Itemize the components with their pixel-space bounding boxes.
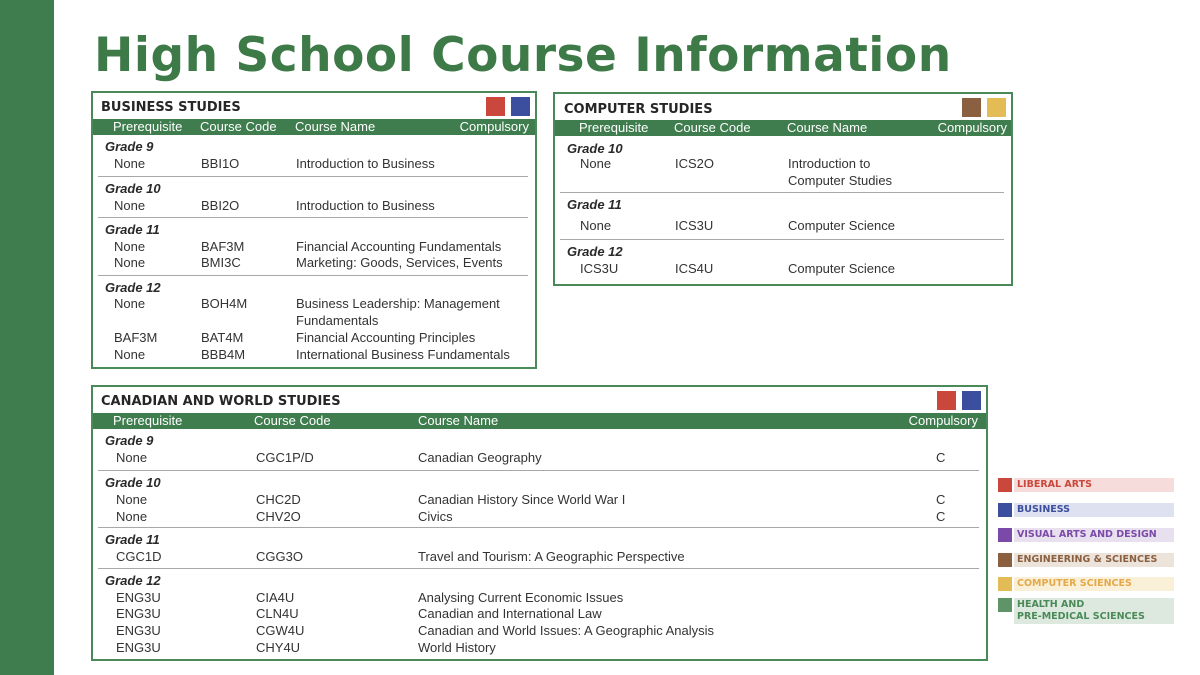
- grade-group: [560, 136, 1004, 193]
- course-code-cell: BAT4M: [201, 330, 244, 345]
- col-course-name: Course Name: [787, 120, 868, 135]
- prerequisite-cell: None: [114, 198, 146, 213]
- legend-swatch: [998, 478, 1012, 492]
- grade-group: [560, 240, 1004, 284]
- legend-swatch: [998, 577, 1012, 591]
- panel-header: [93, 387, 986, 413]
- business-studies-panel: [91, 91, 537, 369]
- prerequisite-cell: None: [114, 296, 146, 311]
- course-code-cell: ICS2O: [675, 156, 715, 171]
- computer-studies-panel: [553, 92, 1013, 286]
- column-header-bar: [555, 120, 1011, 136]
- course-code-cell: CIA4U: [256, 590, 295, 605]
- course-name-cell: Canadian and International Law: [418, 606, 602, 621]
- panel-header: [555, 94, 1011, 120]
- grade-label: Grade 11: [567, 197, 622, 212]
- prerequisite-cell: None: [580, 156, 612, 171]
- legend-label: ENGINEERING & SCIENCES: [1017, 554, 1158, 565]
- prerequisite-cell: None: [114, 347, 146, 362]
- column-header-bar: [93, 413, 986, 429]
- panel-title: CANADIAN AND WORLD STUDIES: [101, 394, 341, 409]
- prerequisite-cell: BAF3M: [114, 330, 158, 345]
- course-name-cell: World History: [418, 640, 496, 655]
- legend-swatch: [998, 528, 1012, 542]
- course-name-cell: International Business Fundamentals: [296, 347, 510, 362]
- grade-group: [98, 471, 979, 528]
- col-compulsory: Compulsory: [937, 120, 1007, 135]
- course-code-cell: ICS4U: [675, 261, 714, 276]
- canadian-world-studies-panel: [91, 385, 988, 661]
- prerequisite-cell: None: [114, 239, 146, 254]
- legend-swatch: [998, 503, 1012, 517]
- course-code-cell: BBI1O: [201, 156, 240, 171]
- course-code-cell: CGG3O: [256, 549, 303, 564]
- course-name-cell: Canadian Geography: [418, 450, 542, 465]
- legend-label: VISUAL ARTS AND DESIGN: [1017, 529, 1157, 540]
- prerequisite-cell: None: [116, 492, 148, 507]
- col-compulsory: Compulsory: [908, 413, 978, 428]
- liberal-arts-swatch: [486, 97, 505, 116]
- col-course-code: Course Code: [200, 119, 277, 134]
- course-name-cell: Canadian and World Issues: A Geographic Analysis: [418, 623, 715, 638]
- grade-label: Grade 12: [105, 280, 161, 295]
- legend-visual-arts: [998, 528, 1174, 542]
- course-name-cell: Computer Science: [788, 218, 895, 233]
- prerequisite-cell: ENG3U: [116, 623, 161, 638]
- grade-group: [98, 135, 528, 177]
- prerequisite-cell: None: [114, 255, 146, 270]
- col-course-code: Course Code: [254, 413, 331, 428]
- column-header-bar: [93, 119, 535, 135]
- prerequisite-cell: ENG3U: [116, 590, 161, 605]
- business-swatch: [511, 97, 530, 116]
- course-code-cell: CHV2O: [256, 509, 301, 524]
- course-name-cell: Marketing: Goods, Services, Events: [296, 255, 503, 270]
- course-name-cell: Business Leadership: Management: [296, 296, 500, 311]
- course-name-cell: Canadian History Since World War I: [418, 492, 626, 507]
- legend-label: BUSINESS: [1017, 504, 1071, 515]
- course-name-cell: Introduction to Business: [296, 198, 435, 213]
- course-code-cell: BBB4M: [201, 347, 246, 362]
- course-code-cell: CGC1P/D: [256, 450, 314, 465]
- grade-label: Grade 9: [105, 139, 154, 154]
- legend-business: [998, 503, 1174, 517]
- legend-label: COMPUTER SCIENCES: [1017, 578, 1132, 589]
- legend-engineering: [998, 553, 1174, 567]
- course-code-cell: CGW4U: [256, 623, 305, 638]
- grade-group: [560, 193, 1004, 240]
- grade-group: [98, 276, 528, 366]
- course-name-cell: Computer Science: [788, 261, 895, 276]
- prerequisite-cell: ENG3U: [116, 640, 161, 655]
- col-course-name: Course Name: [295, 119, 376, 134]
- prerequisite-cell: ICS3U: [580, 261, 619, 276]
- grade-label: Grade 10: [105, 181, 161, 196]
- legend-computer-sciences: [998, 577, 1174, 591]
- course-name-cell: Analysing Current Economic Issues: [418, 590, 624, 605]
- grade-group: [98, 218, 528, 276]
- prerequisite-cell: None: [580, 218, 612, 233]
- course-code-cell: BMI3C: [201, 255, 241, 270]
- course-code-cell: BOH4M: [201, 296, 248, 311]
- grade-group: [98, 528, 979, 569]
- legend-health: [998, 598, 1174, 624]
- course-code-cell: BAF3M: [201, 239, 245, 254]
- panel-header: [93, 93, 535, 119]
- col-course-code: Course Code: [674, 120, 751, 135]
- grade-label: Grade 12: [567, 244, 623, 259]
- col-prerequisite: Prerequisite: [113, 119, 183, 134]
- computer-sciences-swatch: [987, 98, 1006, 117]
- panel-title: BUSINESS STUDIES: [101, 100, 241, 115]
- business-swatch: [962, 391, 981, 410]
- grade-group: [98, 569, 979, 661]
- grade-label: Grade 10: [567, 141, 623, 156]
- legend-label: LIBERAL ARTS: [1017, 479, 1092, 490]
- col-prerequisite: Prerequisite: [113, 413, 183, 428]
- legend-swatch: [998, 598, 1012, 612]
- left-accent-bar: [0, 0, 54, 675]
- panel-title: COMPUTER STUDIES: [564, 102, 713, 117]
- course-name-cell: Introduction to: [788, 156, 871, 171]
- course-code-cell: BBI2O: [201, 198, 240, 213]
- course-name-cell: Introduction to Business: [296, 156, 435, 171]
- legend-liberal-arts: [998, 478, 1174, 492]
- course-code-cell: CHC2D: [256, 492, 301, 507]
- compulsory-cell: C: [936, 450, 946, 465]
- grade-label: Grade 11: [105, 532, 160, 547]
- course-name-cell: Civics: [418, 509, 453, 524]
- prerequisite-cell: None: [116, 450, 148, 465]
- prerequisite-cell: ENG3U: [116, 606, 161, 621]
- page-title: High School Course Information: [94, 28, 952, 83]
- grade-label: Grade 11: [105, 222, 160, 237]
- course-name-cell: Financial Accounting Principles: [296, 330, 476, 345]
- prerequisite-cell: CGC1D: [116, 549, 162, 564]
- compulsory-cell: C: [936, 492, 946, 507]
- grade-label: Grade 10: [105, 475, 161, 490]
- legend-swatch: [998, 553, 1012, 567]
- col-compulsory: Compulsory: [459, 119, 529, 134]
- course-name-cell-cont: Computer Studies: [788, 173, 893, 188]
- col-course-name: Course Name: [418, 413, 499, 428]
- grade-group: [98, 429, 979, 471]
- engineering-swatch: [962, 98, 981, 117]
- course-code-cell: CLN4U: [256, 606, 299, 621]
- grade-label: Grade 12: [105, 573, 161, 588]
- course-name-cell: Travel and Tourism: A Geographic Perspective: [418, 549, 685, 564]
- grade-group: [98, 177, 528, 218]
- prerequisite-cell: None: [116, 509, 148, 524]
- grade-label: Grade 9: [105, 433, 154, 448]
- prerequisite-cell: None: [114, 156, 146, 171]
- course-name-cell: Financial Accounting Fundamentals: [296, 239, 502, 254]
- course-name-cell-cont: Fundamentals: [296, 313, 379, 328]
- col-prerequisite: Prerequisite: [579, 120, 649, 135]
- course-code-cell: ICS3U: [675, 218, 714, 233]
- compulsory-cell: C: [936, 509, 946, 524]
- liberal-arts-swatch: [937, 391, 956, 410]
- legend-label: HEALTH AND: [1017, 599, 1085, 610]
- legend-label-line2: PRE-MEDICAL SCIENCES: [1017, 611, 1145, 622]
- course-code-cell: CHY4U: [256, 640, 301, 655]
